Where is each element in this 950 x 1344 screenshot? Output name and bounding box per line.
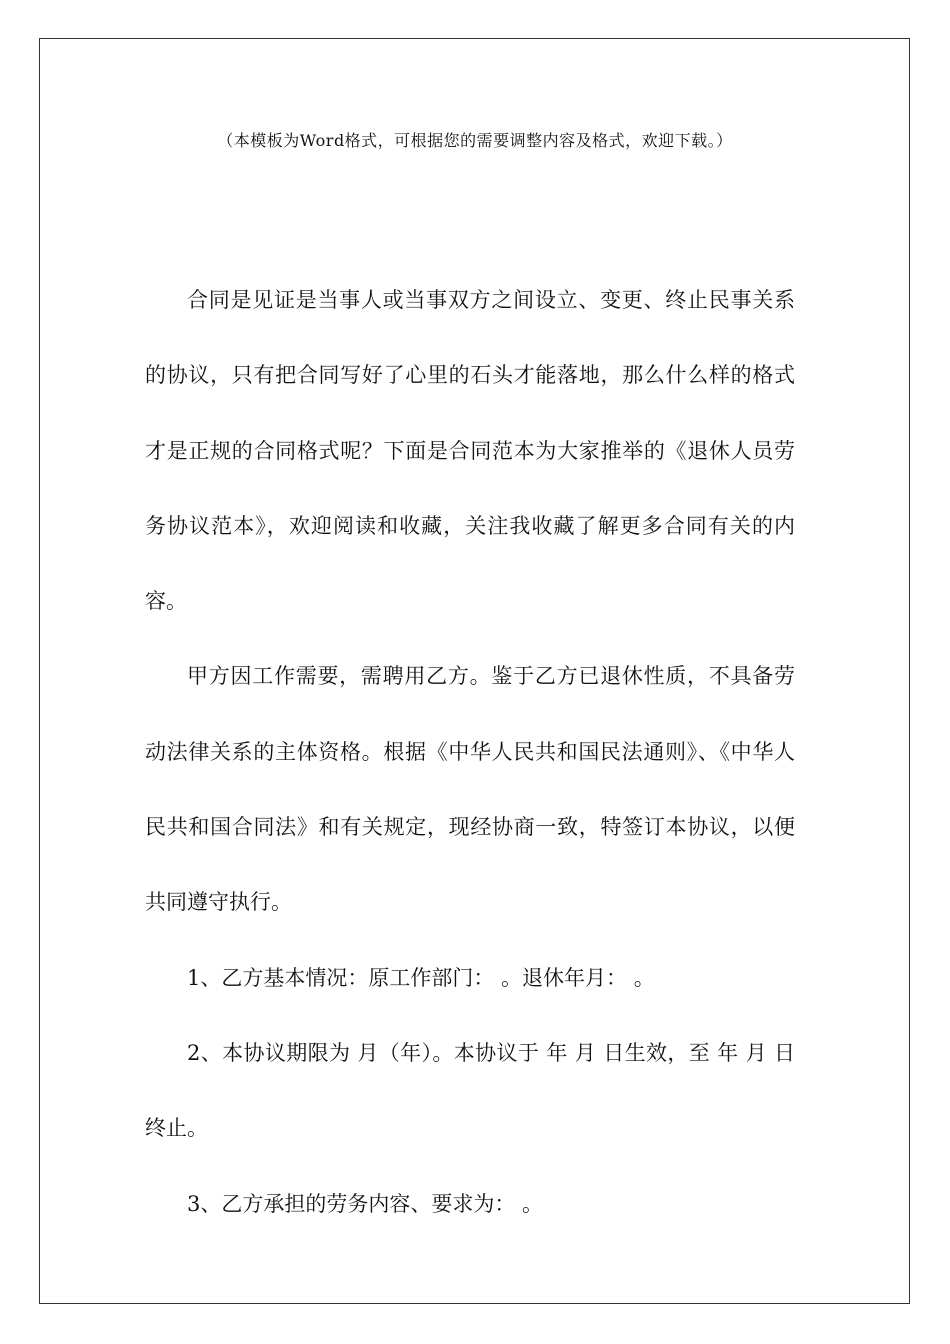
clause-3: 3、乙方承担的劳务内容、要求为： 。 [187,1191,544,1216]
template-note: （本模板为Word格式，可根据您的需要调整内容及格式，欢迎下载。） [217,131,733,150]
clause-1: 1、乙方基本情况：原工作部门： 。退休年月： 。 [187,965,655,990]
paragraph-intro: 合同是见证是当事人或当事双方之间设立、变更、终止民事关系的协议，只有把合同写好了心里的石头才能落地，那么什么样的格式才是正规的合同格式呢？下面是合同范本为大家推举的《退休人员劳务协议范本》，欢迎阅读和收藏，关注我收藏了解更多合同有关的内容。 [145,288,795,614]
document-body [145,263,795,1242]
paragraph-preamble: 甲方因工作需要，需聘用乙方。鉴于乙方已退休性质，不具备劳动法律关系的主体资格。根据《中华人民共和国民法通则》、《中华人民共和国合同法》和有关规定，现经协商一致，特签订本协议，以便共同遵守执行。 [145,664,795,915]
clause-2: 2、本协议期限为 月（年）。本协议于 年 月 日生效，至 年 月 日终止。 [145,1040,795,1141]
